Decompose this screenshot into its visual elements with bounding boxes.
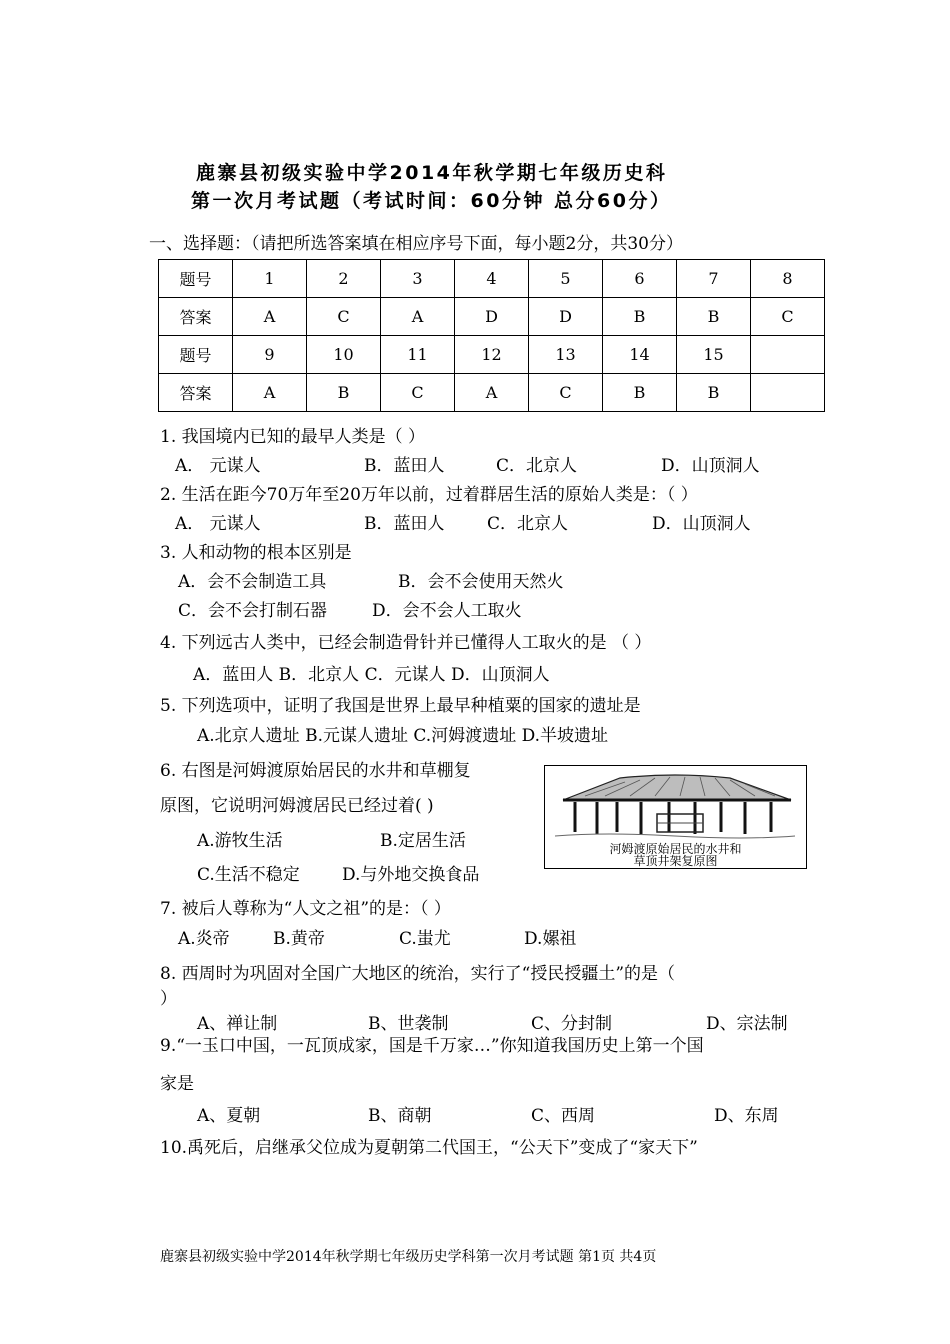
question-5-options: A.北京人遗址 B.元谋人遗址 C.河姆渡遗址 D.半坡遗址 bbox=[197, 726, 609, 746]
question-1-option-d: D．山顶洞人 bbox=[661, 456, 760, 476]
table-cell: 11 bbox=[381, 336, 455, 374]
question-4-options: A．蓝田人 B．北京人 C．元谋人 D．山顶洞人 bbox=[193, 665, 550, 685]
question-1-option-a: A． 元谋人 bbox=[175, 456, 261, 476]
table-cell: 题号 bbox=[159, 260, 233, 298]
table-cell: 8 bbox=[751, 260, 825, 298]
table-cell: A bbox=[455, 374, 529, 412]
table-cell: B bbox=[677, 374, 751, 412]
answer-table bbox=[158, 259, 825, 412]
question-8-option-b: B、世袭制 bbox=[368, 1014, 449, 1034]
exam-title-line1: 鹿寨县初级实验中学2014年秋学期七年级历史科 bbox=[196, 162, 668, 184]
table-row bbox=[159, 298, 825, 336]
question-2-option-b: B．蓝田人 bbox=[364, 514, 445, 534]
table-row bbox=[159, 260, 825, 298]
page-footer: 鹿寨县初级实验中学2014年秋学期七年级历史学科第一次月考试题 第1页 共4页 bbox=[160, 1249, 657, 1265]
table-cell: B bbox=[677, 298, 751, 336]
table-row bbox=[159, 374, 825, 412]
question-10-stem: 10.禹死后，启继承父位成为夏朝第二代国王，“公天下”变成了“家天下” bbox=[160, 1138, 698, 1158]
table-cell: A bbox=[381, 298, 455, 336]
table-cell: C bbox=[751, 298, 825, 336]
table-cell: 4 bbox=[455, 260, 529, 298]
hut-illustration bbox=[545, 766, 806, 842]
table-cell: 5 bbox=[529, 260, 603, 298]
table-cell: 6 bbox=[603, 260, 677, 298]
table-cell: B bbox=[307, 374, 381, 412]
question-7-option-c: C.蚩尤 bbox=[399, 929, 451, 949]
question-1-option-c: C．北京人 bbox=[496, 456, 578, 476]
question-2-option-c: C．北京人 bbox=[487, 514, 569, 534]
table-cell: 9 bbox=[233, 336, 307, 374]
question-8-option-a: A、禅让制 bbox=[197, 1014, 278, 1034]
question-3-stem: 3. 人和动物的根本区别是 bbox=[160, 543, 352, 563]
table-cell: 2 bbox=[307, 260, 381, 298]
table-cell: 答案 bbox=[159, 298, 233, 336]
table-cell: D bbox=[529, 298, 603, 336]
question-9-option-a: A、夏朝 bbox=[197, 1106, 261, 1126]
question-2-option-d: D．山顶洞人 bbox=[652, 514, 751, 534]
table-cell: C bbox=[529, 374, 603, 412]
table-cell: C bbox=[307, 298, 381, 336]
table-cell: D bbox=[455, 298, 529, 336]
question-3-option-d: D．会不会人工取火 bbox=[372, 601, 522, 621]
table-cell: C bbox=[381, 374, 455, 412]
exam-title-line2: 第一次月考试题（考试时间：60分钟 总分60分） bbox=[191, 190, 672, 212]
table-cell: 1 bbox=[233, 260, 307, 298]
question-6-option-b: B.定居生活 bbox=[380, 831, 466, 851]
section-heading: 一、选择题：（请把所选答案填在相应序号下面，每小题2分，共30分） bbox=[149, 234, 683, 254]
question-7-option-a: A.炎帝 bbox=[178, 929, 230, 949]
question-4-stem: 4. 下列远古人类中，已经会制造骨针并已懂得人工取火的是 （ ） bbox=[160, 633, 652, 653]
question-6-option-a: A.游牧生活 bbox=[197, 831, 283, 851]
table-cell: A bbox=[233, 298, 307, 336]
question-6-stem-line1: 6. 右图是河姆渡原始居民的水井和草棚复 bbox=[160, 761, 471, 781]
table-cell: 10 bbox=[307, 336, 381, 374]
question-6-stem-line2: 原图，它说明河姆渡居民已经过着( ) bbox=[160, 796, 434, 816]
table-cell bbox=[751, 374, 825, 412]
question-9-option-b: B、商朝 bbox=[368, 1106, 432, 1126]
question-6-option-d: D.与外地交换食品 bbox=[342, 865, 480, 885]
table-cell: 7 bbox=[677, 260, 751, 298]
question-8-option-d: D、宗法制 bbox=[706, 1014, 788, 1034]
question-9-option-c: C、西周 bbox=[531, 1106, 596, 1126]
table-cell: B bbox=[603, 298, 677, 336]
question-2-stem: 2. 生活在距今70万年至20万年以前，过着群居生活的原始人类是：（ ） bbox=[160, 485, 698, 505]
question-7-stem: 7. 被后人尊称为“人文之祖”的是：（ ） bbox=[160, 899, 451, 919]
question-1-stem: 1. 我国境内已知的最早人类是（ ） bbox=[160, 427, 426, 447]
table-cell: 14 bbox=[603, 336, 677, 374]
table-cell: 答案 bbox=[159, 374, 233, 412]
question-1-option-b: B．蓝田人 bbox=[364, 456, 445, 476]
question-8-option-c: C、分封制 bbox=[531, 1014, 613, 1034]
question-8-stem-line1: 8. 西周时为巩固对全国广大地区的统治，实行了“授民授疆土”的是（ bbox=[160, 964, 676, 984]
question-2-option-a: A． 元谋人 bbox=[175, 514, 261, 534]
question-9-stem-line1: 9.“一玉口中国，一瓦顶成家，国是千万家…”你知道我国历史上第一个国 bbox=[160, 1036, 704, 1056]
table-cell: A bbox=[233, 374, 307, 412]
question-3-option-c: C．会不会打制石器 bbox=[178, 601, 328, 621]
question-7-option-d: D.嫘祖 bbox=[524, 929, 577, 949]
table-cell: 12 bbox=[455, 336, 529, 374]
question-5-stem: 5. 下列选项中，证明了我国是世界上最早种植粟的国家的遗址是 bbox=[160, 696, 641, 716]
hemudu-well-figure bbox=[544, 765, 807, 869]
table-cell bbox=[751, 336, 825, 374]
question-8-stem-line2: ） bbox=[160, 989, 177, 1009]
table-cell: 15 bbox=[677, 336, 751, 374]
table-cell: 3 bbox=[381, 260, 455, 298]
question-9-stem-line2: 家是 bbox=[160, 1074, 194, 1094]
question-3-option-a: A．会不会制造工具 bbox=[178, 572, 327, 592]
table-row bbox=[159, 336, 825, 374]
table-cell: 13 bbox=[529, 336, 603, 374]
figure-caption-line2: 草顶井架复原图 bbox=[633, 854, 718, 868]
question-6-option-c: C.生活不稳定 bbox=[197, 865, 300, 885]
question-7-option-b: B.黄帝 bbox=[273, 929, 325, 949]
table-cell: 题号 bbox=[159, 336, 233, 374]
figure-caption-line1: 河姆渡原始居民的水井和 bbox=[609, 842, 742, 856]
question-9-option-d: D、东周 bbox=[714, 1106, 779, 1126]
question-3-option-b: B．会不会使用天然火 bbox=[398, 572, 564, 592]
table-cell: B bbox=[603, 374, 677, 412]
